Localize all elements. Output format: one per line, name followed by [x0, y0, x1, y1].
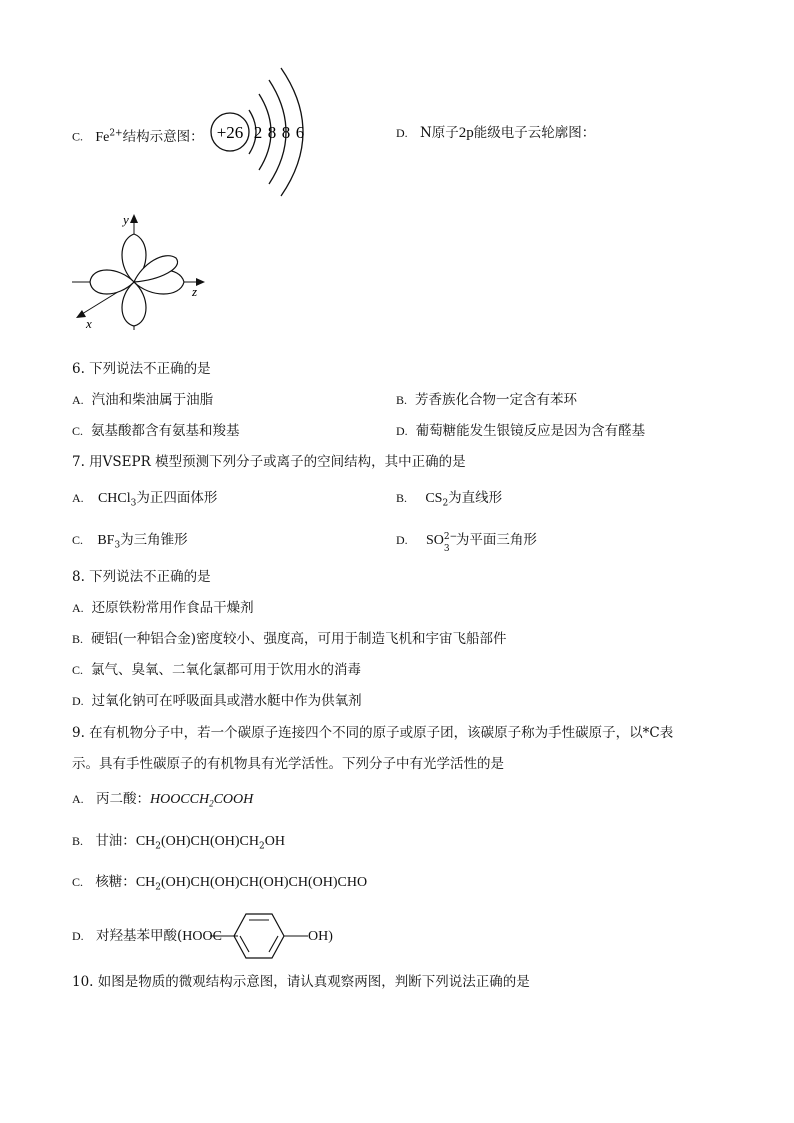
q7-option-c: C. $BF_3$为三角锥形 [72, 532, 188, 551]
q7-option-a: A. CHCl$_3$为正四面体形 [72, 490, 218, 509]
q8-option-b: B. 硬铝(一种铝合金)密度较小、强度高，可用于制造飞机和宇宙飞船部件 [72, 631, 507, 647]
q9-option-a: A. 丙二酸：$HOOCCH_2COOH$ [72, 791, 254, 809]
q8-option-d: D. 过氧化钠可在呼吸面具或潜水艇中作为供氧剂 [72, 693, 362, 709]
shell-electrons-2: 8 [267, 123, 277, 142]
q6-stem: 6. 下列说法不正确的是 [72, 361, 211, 377]
q9-option-d: D. 对羟基苯甲酸(HOOC [72, 928, 222, 944]
q6-option-d: D. 葡萄糖能发生银镜反应是因为含有醛基 [396, 423, 646, 439]
shell-electrons-3: 8 [281, 123, 291, 142]
nucleus-charge: +26 [216, 123, 244, 142]
q7-option-b: B. $CS_2$为直线形 [396, 490, 503, 509]
shell-electrons-1: 2 [253, 123, 263, 142]
fe-ion-structure-diagram [205, 64, 315, 204]
fe-text: $Fe^{2+}$结构示意图： [95, 128, 204, 145]
shell-electrons-4: 6 [295, 123, 305, 142]
benzene-ring-structure [208, 906, 312, 966]
q7-stem: 7. 用VSEPR 模型预测下列分子或离子的空间结构，其中正确的是 [72, 454, 466, 470]
q9-option-c: C. 核糖：$CH_2(OH)CH(OH)CH(OH)CH(OH)CHO$ [72, 874, 368, 893]
q9-stem-line2: 示。具有手性碳原子的有机物具有光学活性。下列分子中有光学活性的是 [72, 756, 504, 772]
benzene-hexagon [234, 914, 284, 958]
q9-stem-line1: 9. 在有机物分子中，若一个碳原子连接四个不同的原子或原子团，该碳原子称为手性碳原子，以*C表 [72, 725, 674, 741]
q6-option-a: A. 汽油和柴油属于油脂 [72, 392, 214, 408]
axis-label-x: x [86, 316, 92, 331]
q6-option-c: C. 氨基酸都含有氨基和羧基 [72, 423, 240, 439]
y-axis-arrow [130, 214, 138, 223]
q9-option-b: B. 甘油：$CH_2(OH)CH(OH)CH_2OH$ [72, 833, 285, 852]
q8-stem: 8. 下列说法不正确的是 [72, 569, 211, 585]
axis-label-y: y [123, 212, 129, 227]
q6-option-b: B. 芳香族化合物一定含有苯环 [396, 392, 578, 408]
axis-label-z: z [192, 284, 198, 299]
z-axis-arrow [196, 278, 205, 286]
p-orbital-diagram [68, 210, 208, 334]
option-label: D. [396, 126, 408, 140]
q7-option-d: D. SO 2− 3 为平面三角形 [396, 531, 537, 554]
q5-option-d: D. N原子2p能级电子云轮廓图： [396, 125, 596, 141]
x-axis-arrow [76, 310, 86, 318]
sub-sup-stack: 2− 3 [443, 531, 458, 554]
q10-stem: 10. 如图是物质的微观结构示意图，请认真观察两图，判断下列说法正确的是 [72, 974, 530, 990]
q8-option-c: C. 氯气、臭氧、二氧化氯都可用于饮用水的消毒 [72, 662, 362, 678]
q8-option-a: A. 还原铁粉常用作食品干燥剂 [72, 600, 254, 616]
q5-option-c [72, 124, 204, 147]
option-label: C. [72, 129, 84, 144]
q9-option-d-tail: OH) [308, 929, 333, 944]
